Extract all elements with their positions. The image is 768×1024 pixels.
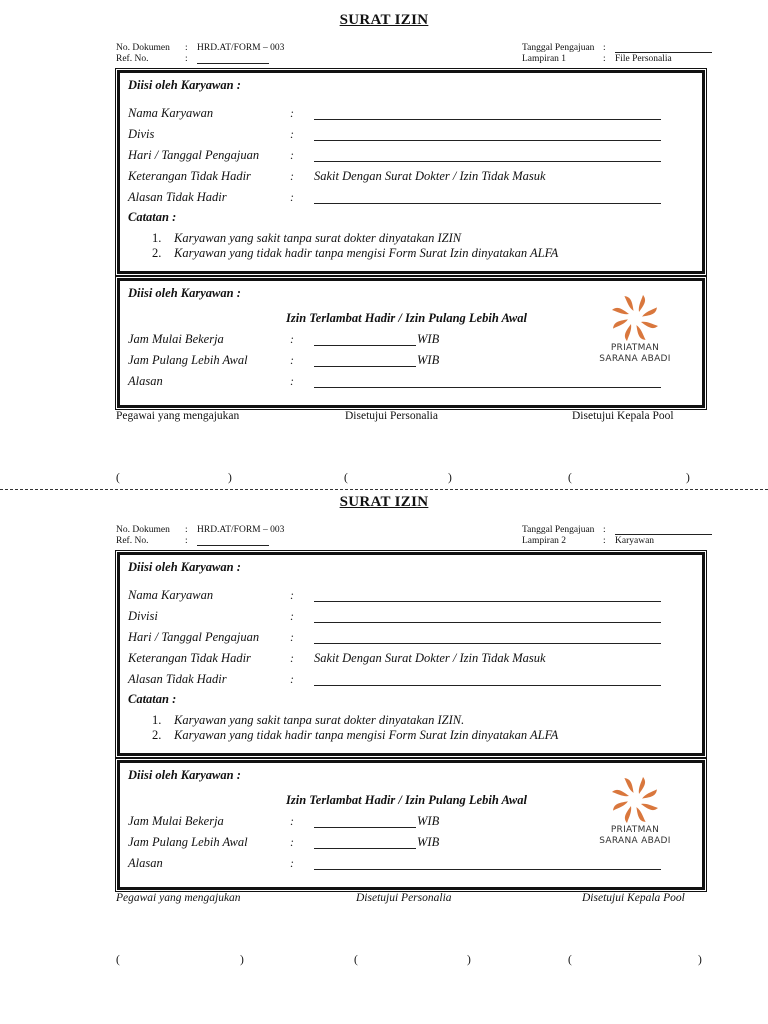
note-number: 2. bbox=[152, 728, 162, 742]
signature-label: Disetujui Kepala Pool bbox=[582, 892, 685, 904]
colon: : bbox=[290, 353, 294, 367]
signature-open-paren: ( bbox=[116, 954, 120, 966]
signature-open-paren: ( bbox=[354, 954, 358, 966]
field-label: Hari / Tanggal Pengajuan bbox=[128, 630, 260, 644]
absence-reason-value: Sakit Dengan Surat Dokter / Izin Tidak Masuk bbox=[314, 651, 546, 665]
signature-open-paren: ( bbox=[568, 954, 572, 966]
form-title: SURAT IZIN bbox=[339, 494, 429, 510]
field-label: Nama Karyawan bbox=[128, 106, 214, 120]
field-input-line[interactable] bbox=[314, 119, 661, 120]
signature-label: Pegawai yang mengajukan bbox=[116, 410, 240, 422]
section-heading: Diisi oleh Karyawan : bbox=[128, 560, 241, 574]
field-input-line[interactable] bbox=[314, 601, 661, 602]
note-number: 1. bbox=[152, 231, 162, 245]
wib-label: WIB bbox=[417, 332, 440, 346]
section-heading: Diisi oleh Karyawan : bbox=[128, 286, 241, 300]
field-label: Alasan bbox=[128, 856, 163, 870]
time-input-line[interactable] bbox=[314, 827, 416, 828]
field-input-line[interactable] bbox=[314, 387, 661, 388]
pinwheel-logo-icon bbox=[605, 775, 665, 825]
signature-close-paren: ) bbox=[448, 472, 452, 484]
colon: : bbox=[290, 106, 294, 120]
field-label: Hari / Tanggal Pengajuan bbox=[128, 148, 260, 162]
field-label: Jam Pulang Lebih Awal bbox=[128, 353, 248, 367]
field-label: Jam Mulai Bekerja bbox=[128, 814, 224, 828]
logo-name-line2: SARANA ABADI bbox=[599, 836, 671, 846]
colon: : bbox=[290, 651, 294, 665]
field-label: Keterangan Tidak Hadir bbox=[128, 651, 251, 665]
field-input-line[interactable] bbox=[314, 203, 661, 204]
signature-label: Disetujui Personalia bbox=[356, 892, 452, 904]
notes-heading: Catatan : bbox=[128, 692, 177, 706]
colon: : bbox=[185, 54, 188, 64]
company-logo bbox=[596, 775, 676, 855]
section-subtitle: Izin Terlambat Hadir / Izin Pulang Lebih Awal bbox=[286, 793, 527, 807]
colon: : bbox=[290, 148, 294, 162]
form-title: SURAT IZIN bbox=[339, 12, 429, 28]
field-label: Alasan Tidak Hadir bbox=[128, 190, 227, 204]
ref-number-label: Ref. No. bbox=[116, 536, 149, 546]
colon: : bbox=[290, 814, 294, 828]
field-input-line[interactable] bbox=[314, 685, 661, 686]
note-item: Karyawan yang tidak hadir tanpa mengisi Form Surat Izin dinyatakan ALFA bbox=[174, 728, 559, 742]
time-input-line[interactable] bbox=[314, 366, 416, 367]
absence-reason-value: Sakit Dengan Surat Dokter / Izin Tidak Masuk bbox=[314, 169, 546, 183]
colon: : bbox=[290, 127, 294, 141]
field-label: Keterangan Tidak Hadir bbox=[128, 169, 251, 183]
colon: : bbox=[290, 190, 294, 204]
note-number: 1. bbox=[152, 713, 162, 727]
time-input-line[interactable] bbox=[314, 848, 416, 849]
ref-number-field[interactable] bbox=[197, 63, 269, 64]
signature-open-paren: ( bbox=[116, 472, 120, 484]
pinwheel-logo-icon bbox=[605, 293, 665, 343]
ref-number-field[interactable] bbox=[197, 545, 269, 546]
field-label: Divis bbox=[128, 127, 155, 141]
colon: : bbox=[603, 525, 606, 535]
colon: : bbox=[290, 630, 294, 644]
submission-date-field[interactable] bbox=[615, 52, 712, 53]
colon: : bbox=[603, 54, 606, 64]
doc-number-value: HRD.AT/FORM – 003 bbox=[197, 43, 285, 53]
signature-close-paren: ) bbox=[240, 954, 244, 966]
attachment-label: Lampiran 1 bbox=[522, 54, 567, 64]
colon: : bbox=[185, 43, 188, 53]
wib-label: WIB bbox=[417, 353, 440, 367]
submission-date-label: Tanggal Pengajuan bbox=[522, 525, 595, 535]
colon: : bbox=[185, 536, 188, 546]
colon: : bbox=[290, 835, 294, 849]
doc-number-label: No. Dokumen bbox=[116, 43, 170, 53]
signature-open-paren: ( bbox=[344, 472, 348, 484]
colon: : bbox=[290, 374, 294, 388]
signature-open-paren: ( bbox=[568, 472, 572, 484]
submission-date-field[interactable] bbox=[615, 534, 712, 535]
field-label: Alasan bbox=[128, 374, 163, 388]
colon: : bbox=[290, 672, 294, 686]
signature-label: Pegawai yang mengajukan bbox=[116, 892, 241, 904]
section-heading: Diisi oleh Karyawan : bbox=[128, 78, 241, 92]
wib-label: WIB bbox=[417, 814, 440, 828]
section-subtitle: Izin Terlambat Hadir / Izin Pulang Lebih Awal bbox=[286, 311, 527, 325]
field-label: Jam Pulang Lebih Awal bbox=[128, 835, 248, 849]
colon: : bbox=[290, 856, 294, 870]
field-input-line[interactable] bbox=[314, 140, 661, 141]
early-leave-box bbox=[117, 278, 705, 408]
attachment-label: Lampiran 2 bbox=[522, 536, 567, 546]
colon: : bbox=[185, 525, 188, 535]
surat-izin-form bbox=[0, 0, 768, 482]
doc-number-label: No. Dokumen bbox=[116, 525, 170, 535]
colon: : bbox=[290, 609, 294, 623]
submission-date-label: Tanggal Pengajuan bbox=[522, 43, 595, 53]
field-label: Jam Mulai Bekerja bbox=[128, 332, 224, 346]
cut-line-divider bbox=[0, 489, 768, 490]
field-input-line[interactable] bbox=[314, 869, 661, 870]
employee-info-box bbox=[117, 70, 705, 274]
colon: : bbox=[603, 43, 606, 53]
field-label: Nama Karyawan bbox=[128, 588, 214, 602]
logo-name-line2: SARANA ABADI bbox=[599, 354, 671, 364]
logo-name-line1: PRIATMAN bbox=[610, 825, 660, 835]
ref-number-label: Ref. No. bbox=[116, 54, 149, 64]
signature-close-paren: ) bbox=[698, 954, 702, 966]
field-label: Divisi bbox=[128, 609, 158, 623]
colon: : bbox=[603, 536, 606, 546]
signature-label: Disetujui Kepala Pool bbox=[572, 410, 674, 422]
signature-close-paren: ) bbox=[686, 472, 690, 484]
attachment-value: Karyawan bbox=[615, 536, 655, 546]
wib-label: WIB bbox=[417, 835, 440, 849]
early-leave-box bbox=[117, 760, 705, 890]
company-logo bbox=[596, 293, 676, 373]
field-label: Alasan Tidak Hadir bbox=[128, 672, 227, 686]
colon: : bbox=[290, 332, 294, 346]
note-item: Karyawan yang sakit tanpa surat dokter dinyatakan IZIN. bbox=[174, 713, 465, 727]
signature-close-paren: ) bbox=[228, 472, 232, 484]
signature-label: Disetujui Personalia bbox=[345, 410, 438, 422]
note-item: Karyawan yang tidak hadir tanpa mengisi Form Surat Izin dinyatakan ALFA bbox=[174, 246, 559, 260]
employee-info-box bbox=[117, 552, 705, 756]
field-input-line[interactable] bbox=[314, 643, 661, 644]
section-heading: Diisi oleh Karyawan : bbox=[128, 768, 241, 782]
surat-izin-form bbox=[0, 482, 768, 964]
attachment-value: File Personalia bbox=[615, 54, 672, 64]
colon: : bbox=[290, 588, 294, 602]
note-number: 2. bbox=[152, 246, 162, 260]
note-item: Karyawan yang sakit tanpa surat dokter dinyatakan IZIN bbox=[174, 231, 462, 245]
logo-name-line1: PRIATMAN bbox=[610, 343, 660, 353]
field-input-line[interactable] bbox=[314, 622, 661, 623]
notes-heading: Catatan : bbox=[128, 210, 177, 224]
field-input-line[interactable] bbox=[314, 161, 661, 162]
time-input-line[interactable] bbox=[314, 345, 416, 346]
signature-close-paren: ) bbox=[467, 954, 471, 966]
colon: : bbox=[290, 169, 294, 183]
doc-number-value: HRD.AT/FORM – 003 bbox=[197, 525, 285, 535]
